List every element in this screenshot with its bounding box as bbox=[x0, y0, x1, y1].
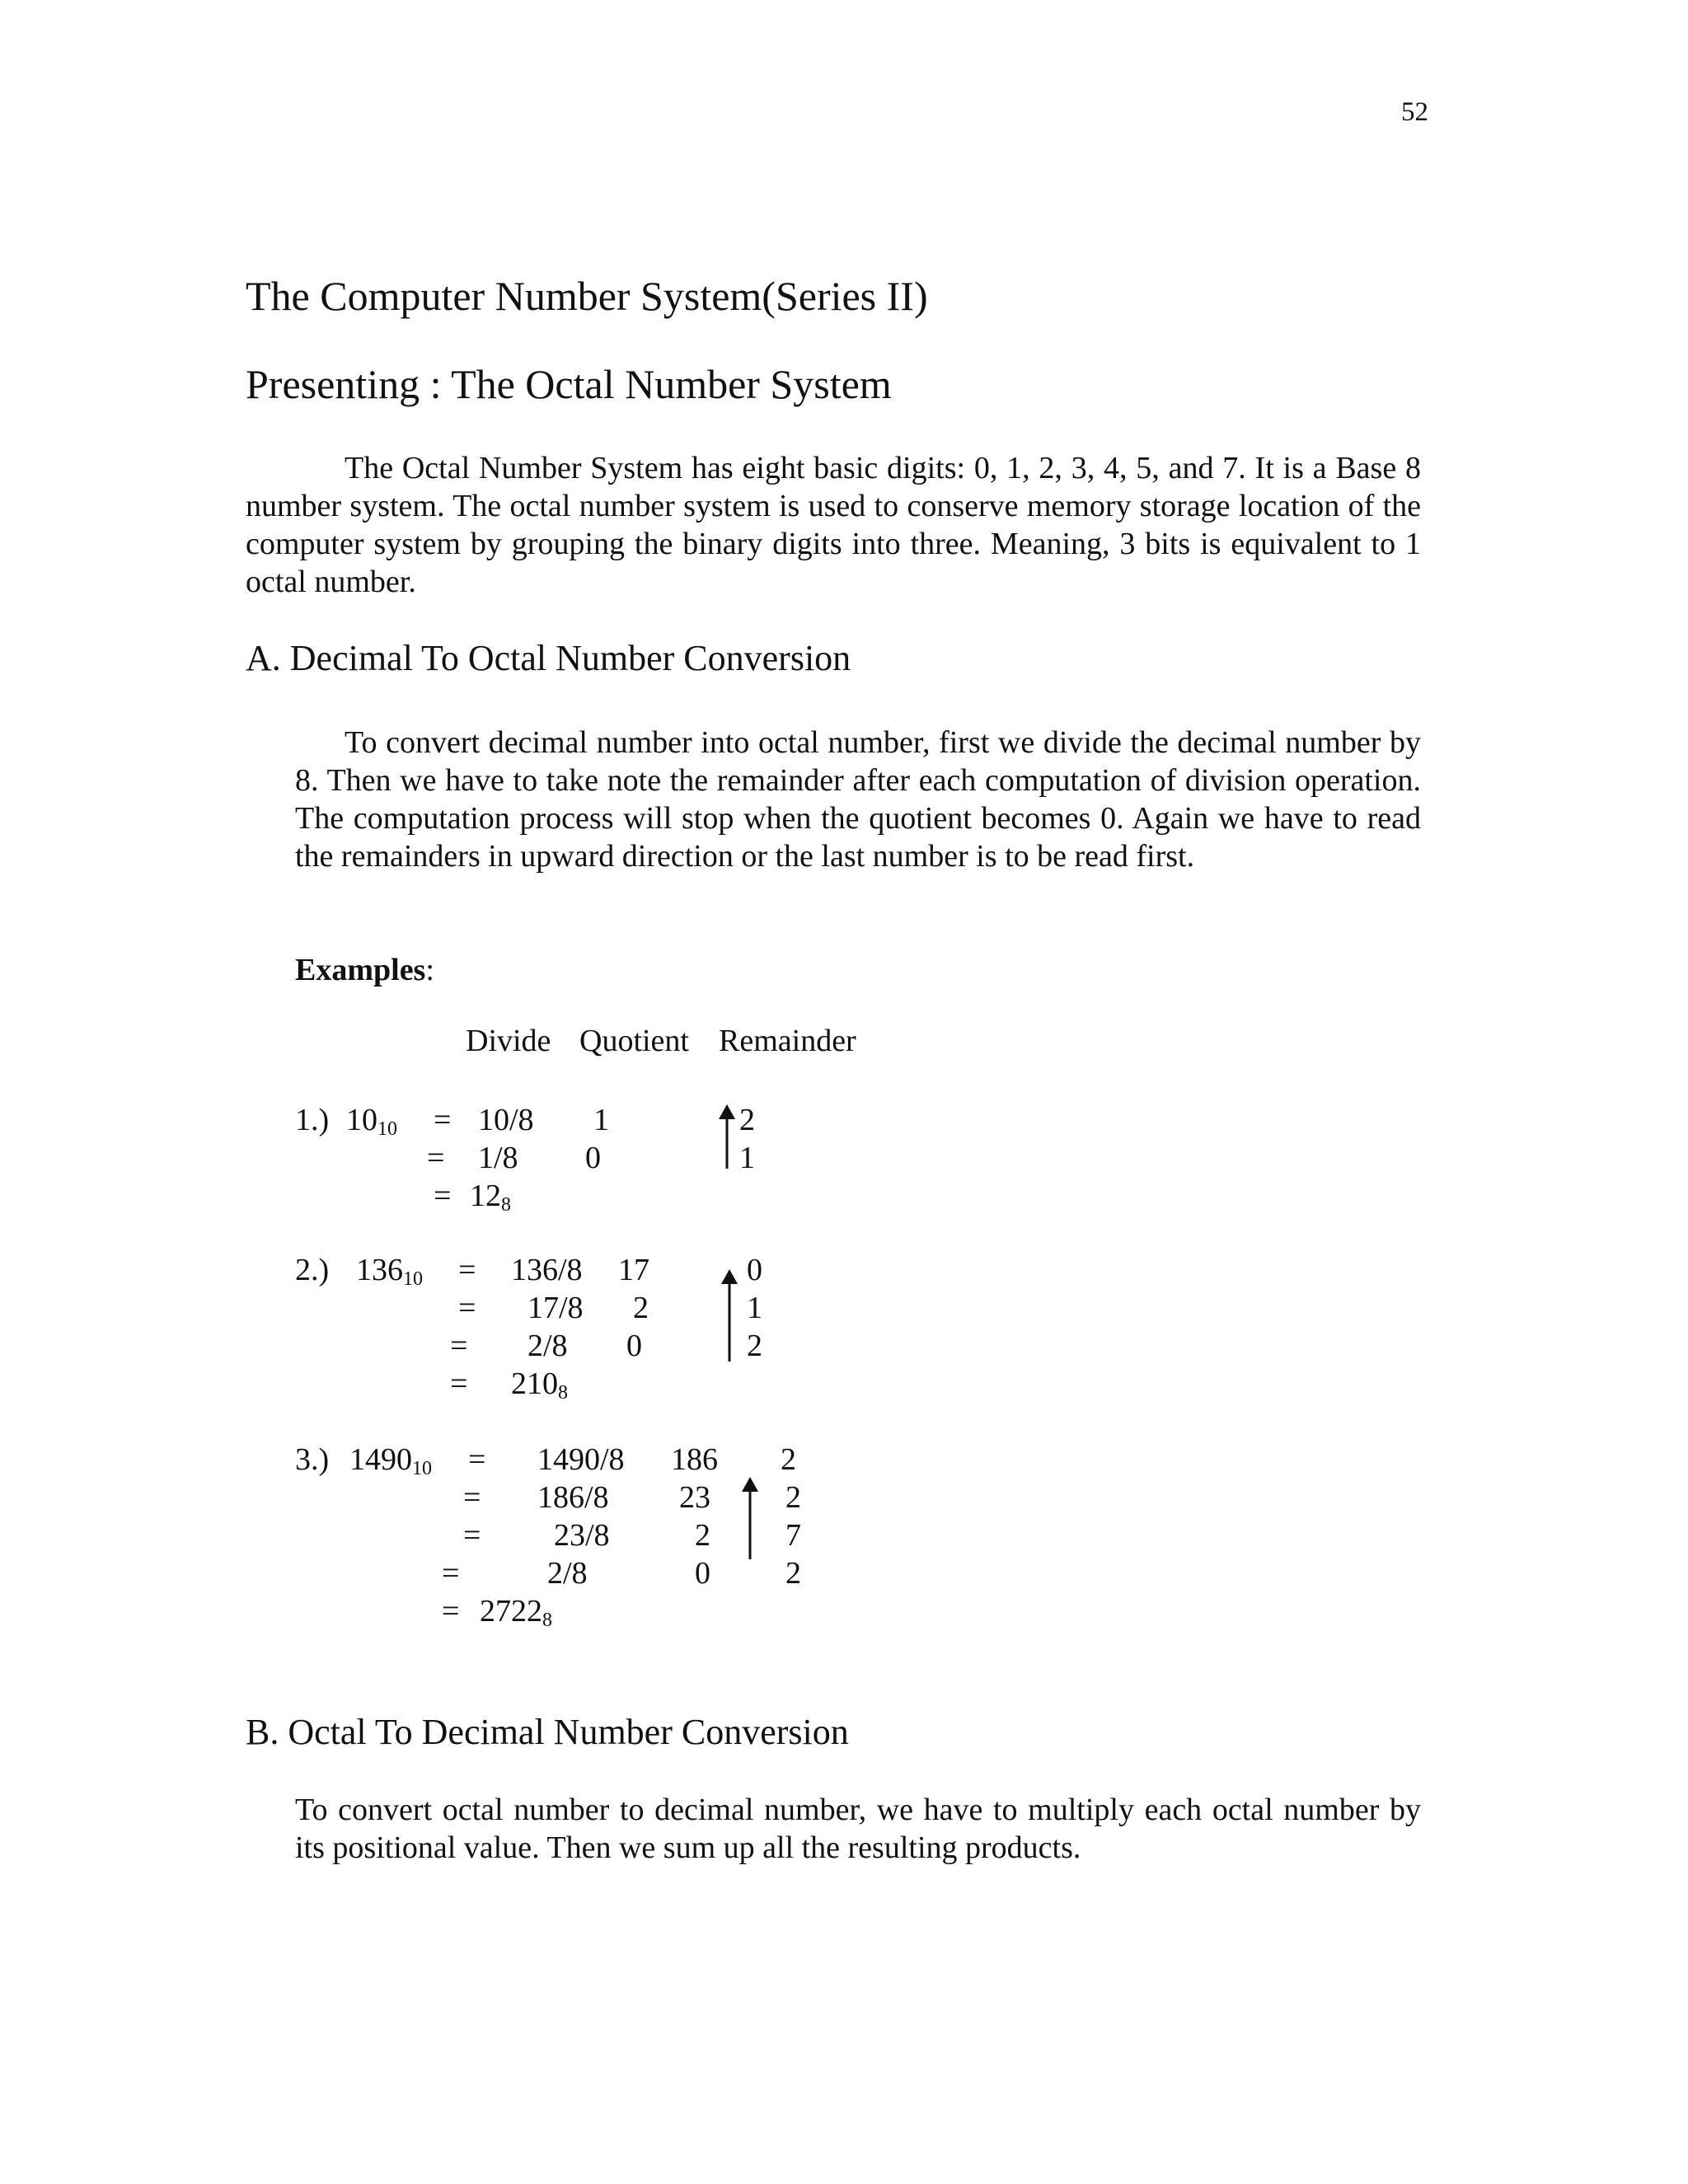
example-2-number bbox=[356, 1251, 423, 1289]
example-1-eq-1: = bbox=[434, 1103, 452, 1137]
example-2-base: 10 bbox=[403, 1268, 423, 1290]
intro-paragraph: The Octal Number System has eight basic digits: 0, 1, 2, 3, 4, 5, and 7. It is a Base 8 number system. The octal number system is used to conserve memory storage location of the computer system by grouping the binary digits into three. Meaning, 3 bits is equivalent to 1 octal number. bbox=[246, 451, 1421, 599]
example-1-result-base: 8 bbox=[501, 1194, 511, 1216]
example-1-quotient-1: 1 bbox=[593, 1103, 609, 1137]
example-2-divide-3: 2/8 bbox=[528, 1329, 568, 1363]
example-3-remainder-1: 2 bbox=[781, 1442, 796, 1477]
example-1-remainder-1: 2 bbox=[739, 1103, 755, 1137]
example-3-result-value: 2722 bbox=[480, 1594, 542, 1629]
example-3-result bbox=[480, 1592, 552, 1630]
example-2-result bbox=[511, 1365, 568, 1403]
page-title: The Computer Number System(Series II) bbox=[246, 273, 928, 319]
section-a-paragraph: To convert decimal number into octal number, first we divide the decimal number by 8. Then we have to take note the remainder after each computation of division operation. The computation process will stop when the quotient becomes 0. Again we have to read the remainders in upward direction or the last number is to be read first. bbox=[295, 725, 1421, 874]
section-b-heading: B. Octal To Decimal Number Conversion bbox=[246, 1712, 849, 1752]
example-1-divide-1: 10/8 bbox=[478, 1103, 534, 1137]
example-3-remainder-2: 2 bbox=[785, 1480, 801, 1515]
example-2-remainder-3: 2 bbox=[747, 1329, 762, 1363]
example-2-result-value: 210 bbox=[511, 1366, 558, 1401]
header-quotient: Quotient bbox=[579, 1024, 689, 1058]
example-1-result bbox=[470, 1177, 511, 1215]
upward-arrow-icon bbox=[720, 1269, 739, 1361]
examples-label-colon: : bbox=[425, 953, 434, 987]
example-2-eq-4: = bbox=[450, 1366, 468, 1401]
example-3-eq-1: = bbox=[468, 1442, 486, 1477]
example-2-quotient-2: 2 bbox=[633, 1291, 649, 1325]
example-3-quotient-3: 2 bbox=[695, 1518, 710, 1553]
example-2-eq-1: = bbox=[458, 1253, 476, 1287]
example-3-eq-2: = bbox=[463, 1480, 481, 1515]
example-1-eq-2: = bbox=[427, 1141, 445, 1175]
example-1-divide-2: 1/8 bbox=[478, 1141, 518, 1175]
example-1-number bbox=[346, 1101, 397, 1139]
example-2-quotient-3: 0 bbox=[626, 1329, 642, 1363]
section-b-paragraph: To convert octal number to decimal number, we have to multiply each octal number by its positional value. Then we sum up all the resulting products. bbox=[295, 1793, 1421, 1865]
example-3-divide-3: 23/8 bbox=[554, 1518, 610, 1553]
example-2-divide-1: 136/8 bbox=[511, 1253, 583, 1287]
header-divide: Divide bbox=[466, 1024, 551, 1058]
example-3-quotient-1: 186 bbox=[671, 1442, 718, 1477]
example-2-result-base: 8 bbox=[558, 1382, 568, 1404]
example-3-divide-1: 1490/8 bbox=[537, 1442, 625, 1477]
example-3-remainder-4: 2 bbox=[785, 1556, 801, 1591]
examples-label bbox=[295, 952, 434, 988]
upward-arrow-icon bbox=[740, 1477, 760, 1559]
example-2-remainder-2: 1 bbox=[747, 1291, 762, 1325]
page-subtitle: Presenting : The Octal Number System bbox=[246, 361, 892, 407]
example-3-eq-5: = bbox=[442, 1594, 460, 1629]
example-1-number-value: 10 bbox=[346, 1103, 377, 1137]
examples-label-text: Examples bbox=[295, 953, 426, 987]
example-3-remainder-3: 7 bbox=[785, 1518, 801, 1553]
example-1-remainder-2: 1 bbox=[739, 1141, 755, 1175]
example-1-result-value: 12 bbox=[470, 1179, 501, 1213]
example-1-eq-3: = bbox=[434, 1179, 452, 1213]
example-3-quotient-4: 0 bbox=[695, 1556, 710, 1591]
upward-arrow-icon bbox=[717, 1104, 737, 1169]
example-3-result-base: 8 bbox=[542, 1610, 552, 1631]
example-3-base: 10 bbox=[412, 1458, 432, 1479]
example-2-eq-3: = bbox=[450, 1329, 468, 1363]
example-1-base: 10 bbox=[377, 1118, 397, 1140]
example-2-divide-2: 17/8 bbox=[528, 1291, 584, 1325]
example-3-divide-4: 2/8 bbox=[547, 1556, 588, 1591]
example-2-remainder-1: 0 bbox=[747, 1253, 762, 1287]
page-number: 52 bbox=[1401, 97, 1428, 127]
example-1-quotient-2: 0 bbox=[585, 1141, 601, 1175]
example-1-label: 1.) bbox=[295, 1103, 330, 1137]
header-remainder: Remainder bbox=[719, 1024, 856, 1058]
example-2-number-value: 136 bbox=[356, 1253, 403, 1287]
example-3-quotient-2: 23 bbox=[679, 1480, 710, 1515]
example-3-number-value: 1490 bbox=[349, 1442, 412, 1477]
section-a-heading: A. Decimal To Octal Number Conversion bbox=[246, 638, 851, 678]
example-3-eq-3: = bbox=[463, 1518, 481, 1553]
example-3-number bbox=[349, 1441, 432, 1479]
example-3-label: 3.) bbox=[295, 1442, 330, 1477]
example-3-eq-4: = bbox=[442, 1556, 460, 1591]
example-2-eq-2: = bbox=[458, 1291, 476, 1325]
example-3-divide-2: 186/8 bbox=[537, 1480, 609, 1515]
example-2-label: 2.) bbox=[295, 1253, 330, 1287]
example-2-quotient-1: 17 bbox=[618, 1253, 649, 1287]
